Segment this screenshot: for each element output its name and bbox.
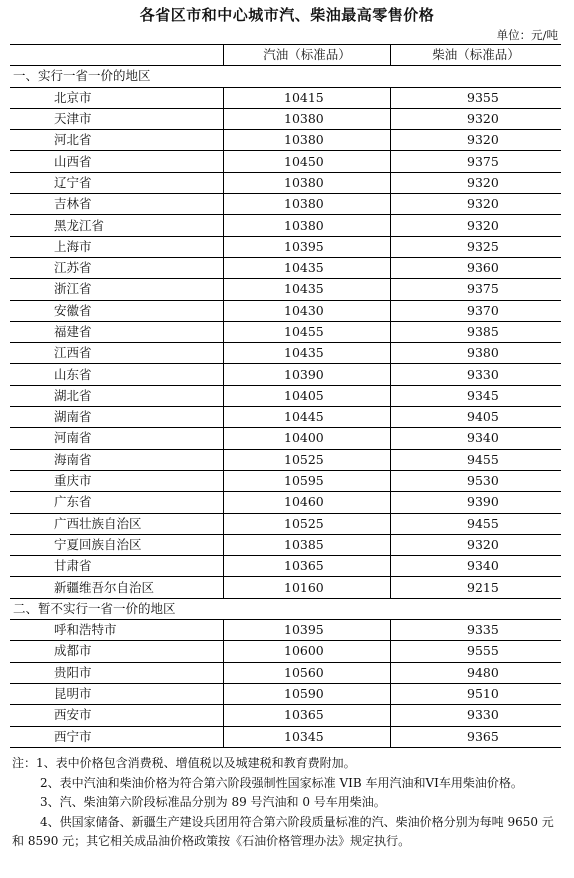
diesel-price: 9360 (391, 257, 562, 278)
table-row (10, 194, 561, 215)
diesel-price: 9320 (391, 172, 562, 193)
gasoline-price: 10385 (224, 534, 391, 555)
gasoline-price: 10415 (224, 87, 391, 108)
section-heading-row (10, 598, 561, 619)
section-heading: 一、实行一省一价的地区 (10, 66, 561, 87)
diesel-price: 9320 (391, 108, 562, 129)
page-title: 各省区市和中心城市汽、柴油最高零售价格 (139, 6, 435, 24)
diesel-price: 9320 (391, 215, 562, 236)
region-name: 辽宁省 (10, 172, 224, 193)
gasoline-price: 10160 (224, 577, 391, 598)
region-name: 黑龙江省 (10, 215, 224, 236)
note-4: 4、供国家储备、新疆生产建设兵团用符合第六阶段质量标准的汽、柴油价格分别为每吨 9650 元和 8590 元；其它相关成品油价格政策按《石油价格管理办法》规定执行。 (12, 814, 554, 848)
section-heading: 二、暂不实行一省一价的地区 (10, 598, 561, 619)
table-row (10, 577, 561, 598)
diesel-price: 9385 (391, 321, 562, 342)
region-name: 西安市 (10, 705, 224, 726)
region-name: 广西壮族自治区 (10, 513, 224, 534)
region-name: 山东省 (10, 364, 224, 385)
table-row (10, 321, 561, 342)
table-row (10, 407, 561, 428)
footnotes (12, 754, 562, 852)
gasoline-price: 10460 (224, 492, 391, 513)
gasoline-price: 10525 (224, 513, 391, 534)
gasoline-price: 10345 (224, 726, 391, 747)
gasoline-price: 10560 (224, 662, 391, 683)
gasoline-price: 10450 (224, 151, 391, 172)
gasoline-price: 10435 (224, 279, 391, 300)
diesel-price: 9320 (391, 534, 562, 555)
table-header-row (10, 45, 561, 66)
table-row (10, 385, 561, 406)
region-name: 重庆市 (10, 470, 224, 491)
gasoline-price: 10525 (224, 449, 391, 470)
region-name: 河北省 (10, 130, 224, 151)
table-row (10, 108, 561, 129)
region-name: 江西省 (10, 343, 224, 364)
table-row (10, 449, 561, 470)
table-row (10, 279, 561, 300)
table-row (10, 87, 561, 108)
region-name: 上海市 (10, 236, 224, 257)
region-name: 北京市 (10, 87, 224, 108)
diesel-price: 9330 (391, 364, 562, 385)
gasoline-price: 10380 (224, 194, 391, 215)
table-row (10, 683, 561, 704)
diesel-price: 9510 (391, 683, 562, 704)
diesel-price: 9215 (391, 577, 562, 598)
region-name: 贵阳市 (10, 662, 224, 683)
gasoline-price: 10395 (224, 620, 391, 641)
diesel-price: 9325 (391, 236, 562, 257)
diesel-price: 9455 (391, 513, 562, 534)
region-name: 山西省 (10, 151, 224, 172)
diesel-price: 9405 (391, 407, 562, 428)
gasoline-price: 10405 (224, 385, 391, 406)
gasoline-price: 10365 (224, 556, 391, 577)
gasoline-price: 10380 (224, 215, 391, 236)
table-row (10, 257, 561, 278)
table-row (10, 215, 561, 236)
region-name: 湖南省 (10, 407, 224, 428)
table-row (10, 470, 561, 491)
table-row (10, 662, 561, 683)
gasoline-price: 10435 (224, 257, 391, 278)
region-name: 福建省 (10, 321, 224, 342)
table-body (10, 66, 561, 748)
gasoline-price: 10380 (224, 108, 391, 129)
table-row (10, 151, 561, 172)
table-row (10, 343, 561, 364)
region-name: 海南省 (10, 449, 224, 470)
table-row (10, 364, 561, 385)
price-table (10, 44, 561, 748)
table-row (10, 172, 561, 193)
gasoline-price: 10400 (224, 428, 391, 449)
diesel-price: 9375 (391, 279, 562, 300)
diesel-price: 9330 (391, 705, 562, 726)
note-2: 2、表中汽油和柴油价格为符合第六阶段强制性国家标准 VIB 车用汽油和VI车用柴油价格。 (40, 775, 523, 790)
table-row (10, 130, 561, 151)
table-row (10, 492, 561, 513)
header-gasoline: 汽油（标准品） (224, 45, 391, 66)
diesel-price: 9555 (391, 641, 562, 662)
header-region (10, 45, 224, 66)
diesel-price: 9380 (391, 343, 562, 364)
region-name: 新疆维吾尔自治区 (10, 577, 224, 598)
region-name: 湖北省 (10, 385, 224, 406)
region-name: 宁夏回族自治区 (10, 534, 224, 555)
diesel-price: 9530 (391, 470, 562, 491)
diesel-price: 9340 (391, 556, 562, 577)
table-row (10, 556, 561, 577)
gasoline-price: 10390 (224, 364, 391, 385)
diesel-price: 9390 (391, 492, 562, 513)
diesel-price: 9335 (391, 620, 562, 641)
diesel-price: 9320 (391, 130, 562, 151)
table-row (10, 300, 561, 321)
region-name: 河南省 (10, 428, 224, 449)
gasoline-price: 10445 (224, 407, 391, 428)
diesel-price: 9345 (391, 385, 562, 406)
diesel-price: 9355 (391, 87, 562, 108)
gasoline-price: 10430 (224, 300, 391, 321)
diesel-price: 9480 (391, 662, 562, 683)
region-name: 西宁市 (10, 726, 224, 747)
gasoline-price: 10365 (224, 705, 391, 726)
section-heading-row (10, 66, 561, 87)
gasoline-price: 10380 (224, 172, 391, 193)
gasoline-price: 10380 (224, 130, 391, 151)
diesel-price: 9375 (391, 151, 562, 172)
header-diesel: 柴油（标准品） (391, 45, 562, 66)
diesel-price: 9340 (391, 428, 562, 449)
region-name: 浙江省 (10, 279, 224, 300)
unit-label: 单位：元/吨 (496, 28, 558, 42)
region-name: 甘肃省 (10, 556, 224, 577)
region-name: 广东省 (10, 492, 224, 513)
diesel-price: 9365 (391, 726, 562, 747)
region-name: 安徽省 (10, 300, 224, 321)
gasoline-price: 10455 (224, 321, 391, 342)
table-row (10, 513, 561, 534)
gasoline-price: 10435 (224, 343, 391, 364)
table-row (10, 641, 561, 662)
table-row (10, 236, 561, 257)
diesel-price: 9370 (391, 300, 562, 321)
region-name: 成都市 (10, 641, 224, 662)
gasoline-price: 10595 (224, 470, 391, 491)
table-row (10, 534, 561, 555)
gasoline-price: 10590 (224, 683, 391, 704)
table-row (10, 705, 561, 726)
table-row (10, 428, 561, 449)
diesel-price: 9455 (391, 449, 562, 470)
region-name: 昆明市 (10, 683, 224, 704)
region-name: 天津市 (10, 108, 224, 129)
note-3: 3、汽、柴油第六阶段标准品分别为 89 号汽油和 0 号车用柴油。 (40, 795, 386, 809)
table-row (10, 726, 561, 747)
gasoline-price: 10395 (224, 236, 391, 257)
region-name: 江苏省 (10, 257, 224, 278)
note-1: 注：1、表中价格包含消费税、增值税以及城建税和教育费附加。 (12, 756, 356, 770)
table-row (10, 620, 561, 641)
region-name: 呼和浩特市 (10, 620, 224, 641)
diesel-price: 9320 (391, 194, 562, 215)
gasoline-price: 10600 (224, 641, 391, 662)
region-name: 吉林省 (10, 194, 224, 215)
